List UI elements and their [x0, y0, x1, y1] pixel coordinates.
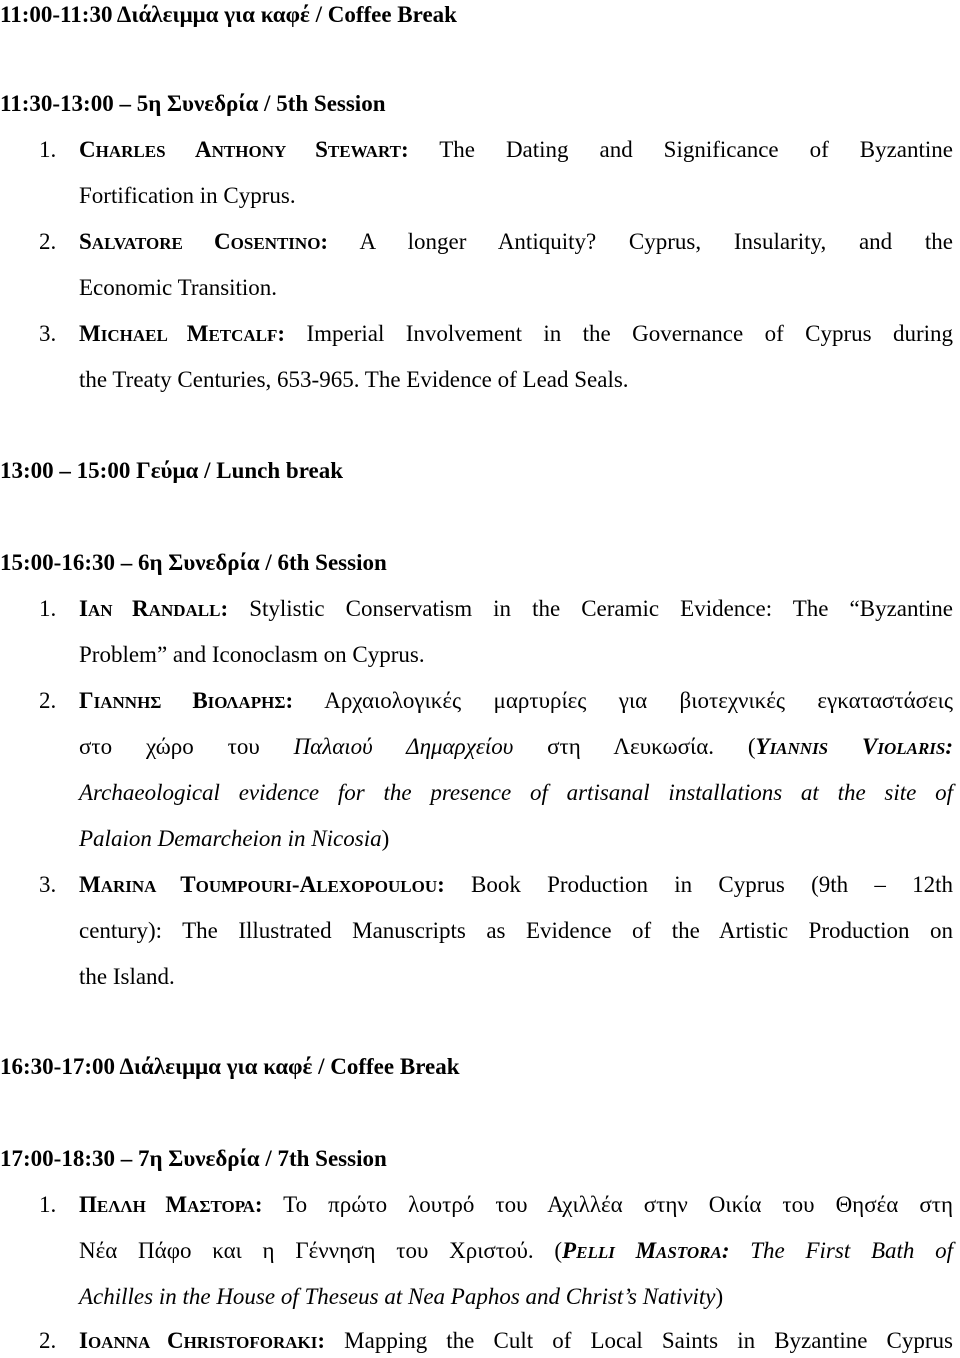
item-line [79, 594, 953, 626]
item-line [79, 732, 953, 764]
paper-title-cont: the Island. [79, 964, 175, 989]
paper-title: Mapping the Cult of Local Saints in Byzantine Cyprus [344, 1328, 953, 1353]
paper-title-cont: Economic Transition. [79, 275, 278, 300]
session-5-heading: 11:30-13:00 – 5η Συνεδρία / 5th Session [0, 91, 386, 116]
paper-title: Stylistic Conservatism in the Ceramic Evidence: The “Byzantine [249, 596, 953, 621]
item-line [79, 870, 953, 902]
item-number: 1. [39, 596, 57, 621]
item-line [79, 1326, 953, 1358]
lunch-break-heading: 13:00 – 15:00 Γεύμα / Lunch break [0, 458, 343, 483]
paper-title-cont: στο χώρο του [79, 734, 260, 759]
author-name: SALVATORE COSENTINO: [79, 229, 329, 254]
author-name: ΠΕΛΛΗ ΜΑΣΤΟΡΑ: [79, 1192, 263, 1217]
paper-title-cont: Fortification in Cyprus. [79, 183, 296, 208]
session-7-heading: 17:00-18:30 – 7η Συνεδρία / 7th Session [0, 1146, 387, 1171]
item-number: 2. [39, 688, 57, 713]
item-line [79, 1236, 953, 1268]
paper-title-cont: στη Λευκωσία. (YIANNIS VIOLARIS: [547, 734, 954, 759]
item-number: 1. [39, 137, 57, 162]
item-line [79, 686, 953, 718]
author-name: MARINA TOUMPOURI-ALEXOPOULOU: [79, 872, 445, 897]
english-title-cont: Palaion Demarcheion in Nicosia) [79, 826, 390, 851]
paper-title: Imperial Involvement in the Governance of Cyprus during [306, 321, 953, 346]
author-name: CHARLES ANTHONY STEWART: [79, 137, 409, 162]
item-line [79, 1190, 953, 1222]
item-line [79, 319, 953, 351]
item-number: 3. [39, 321, 57, 346]
item-line [79, 227, 953, 259]
session-6-heading: 15:00-16:30 – 6η Συνεδρία / 6th Session [0, 550, 387, 575]
author-name: MICHAEL METCALF: [79, 321, 286, 346]
item-number: 2. [39, 1328, 57, 1353]
english-title-cont: Achilles in the House of Theseus at Nea Paphos and Christ’s Nativity) [79, 1284, 724, 1309]
item-number: 3. [39, 872, 57, 897]
english-author-name: PELLI MASTORA: [562, 1238, 730, 1263]
author-name: ΓΙΑΝΝΗΣ ΒΙΟΛΑΡΗΣ: [79, 688, 294, 713]
paper-title-cont: Νέα Πάφο και η Γέννηση του Χριστού. ( [79, 1238, 563, 1263]
coffee-break-heading-2: 16:30-17:00 Διάλειμμα για καφέ / Coffee Break [0, 1054, 460, 1079]
paper-title: A longer Antiquity? Cyprus, Insularity, and the [359, 229, 953, 254]
paper-title: Το πρώτο λουτρό του Αχιλλέα στην Οικία του Θησέα στη [283, 1192, 954, 1217]
place-name: Παλαιού Δημαρχείου [293, 734, 514, 759]
item-number: 1. [39, 1192, 57, 1217]
coffee-break-heading-1: 11:00-11:30 Διάλειμμα για καφέ / Coffee Break [0, 2, 457, 27]
english-author-name: YIANNIS VIOLARIS: [755, 734, 954, 759]
paper-title: Book Production in Cyprus (9th – 12th [471, 872, 953, 897]
author-name: IOANNA CHRISTOFORAKI: [79, 1328, 326, 1353]
paper-title: Αρχαιολογικές μαρτυρίες για βιοτεχνικές εγκαταστάσεις [324, 688, 953, 713]
paper-title: The Dating and Significance of Byzantine [439, 137, 953, 162]
english-title: Archaeological evidence for the presence of artisanal installations at the site of [79, 780, 953, 805]
english-title: The First Bath of [750, 1238, 954, 1263]
author-name: IAN RANDALL: [79, 596, 229, 621]
item-line [79, 135, 953, 167]
item-number: 2. [39, 229, 57, 254]
paper-title-cont: the Treaty Centuries, 653-965. The Evidence of Lead Seals. [79, 367, 629, 392]
paper-title-cont: century): The Illustrated Manuscripts as Evidence of the Artistic Production on [79, 918, 953, 943]
paper-title-cont: Problem” and Iconoclasm on Cyprus. [79, 642, 425, 667]
